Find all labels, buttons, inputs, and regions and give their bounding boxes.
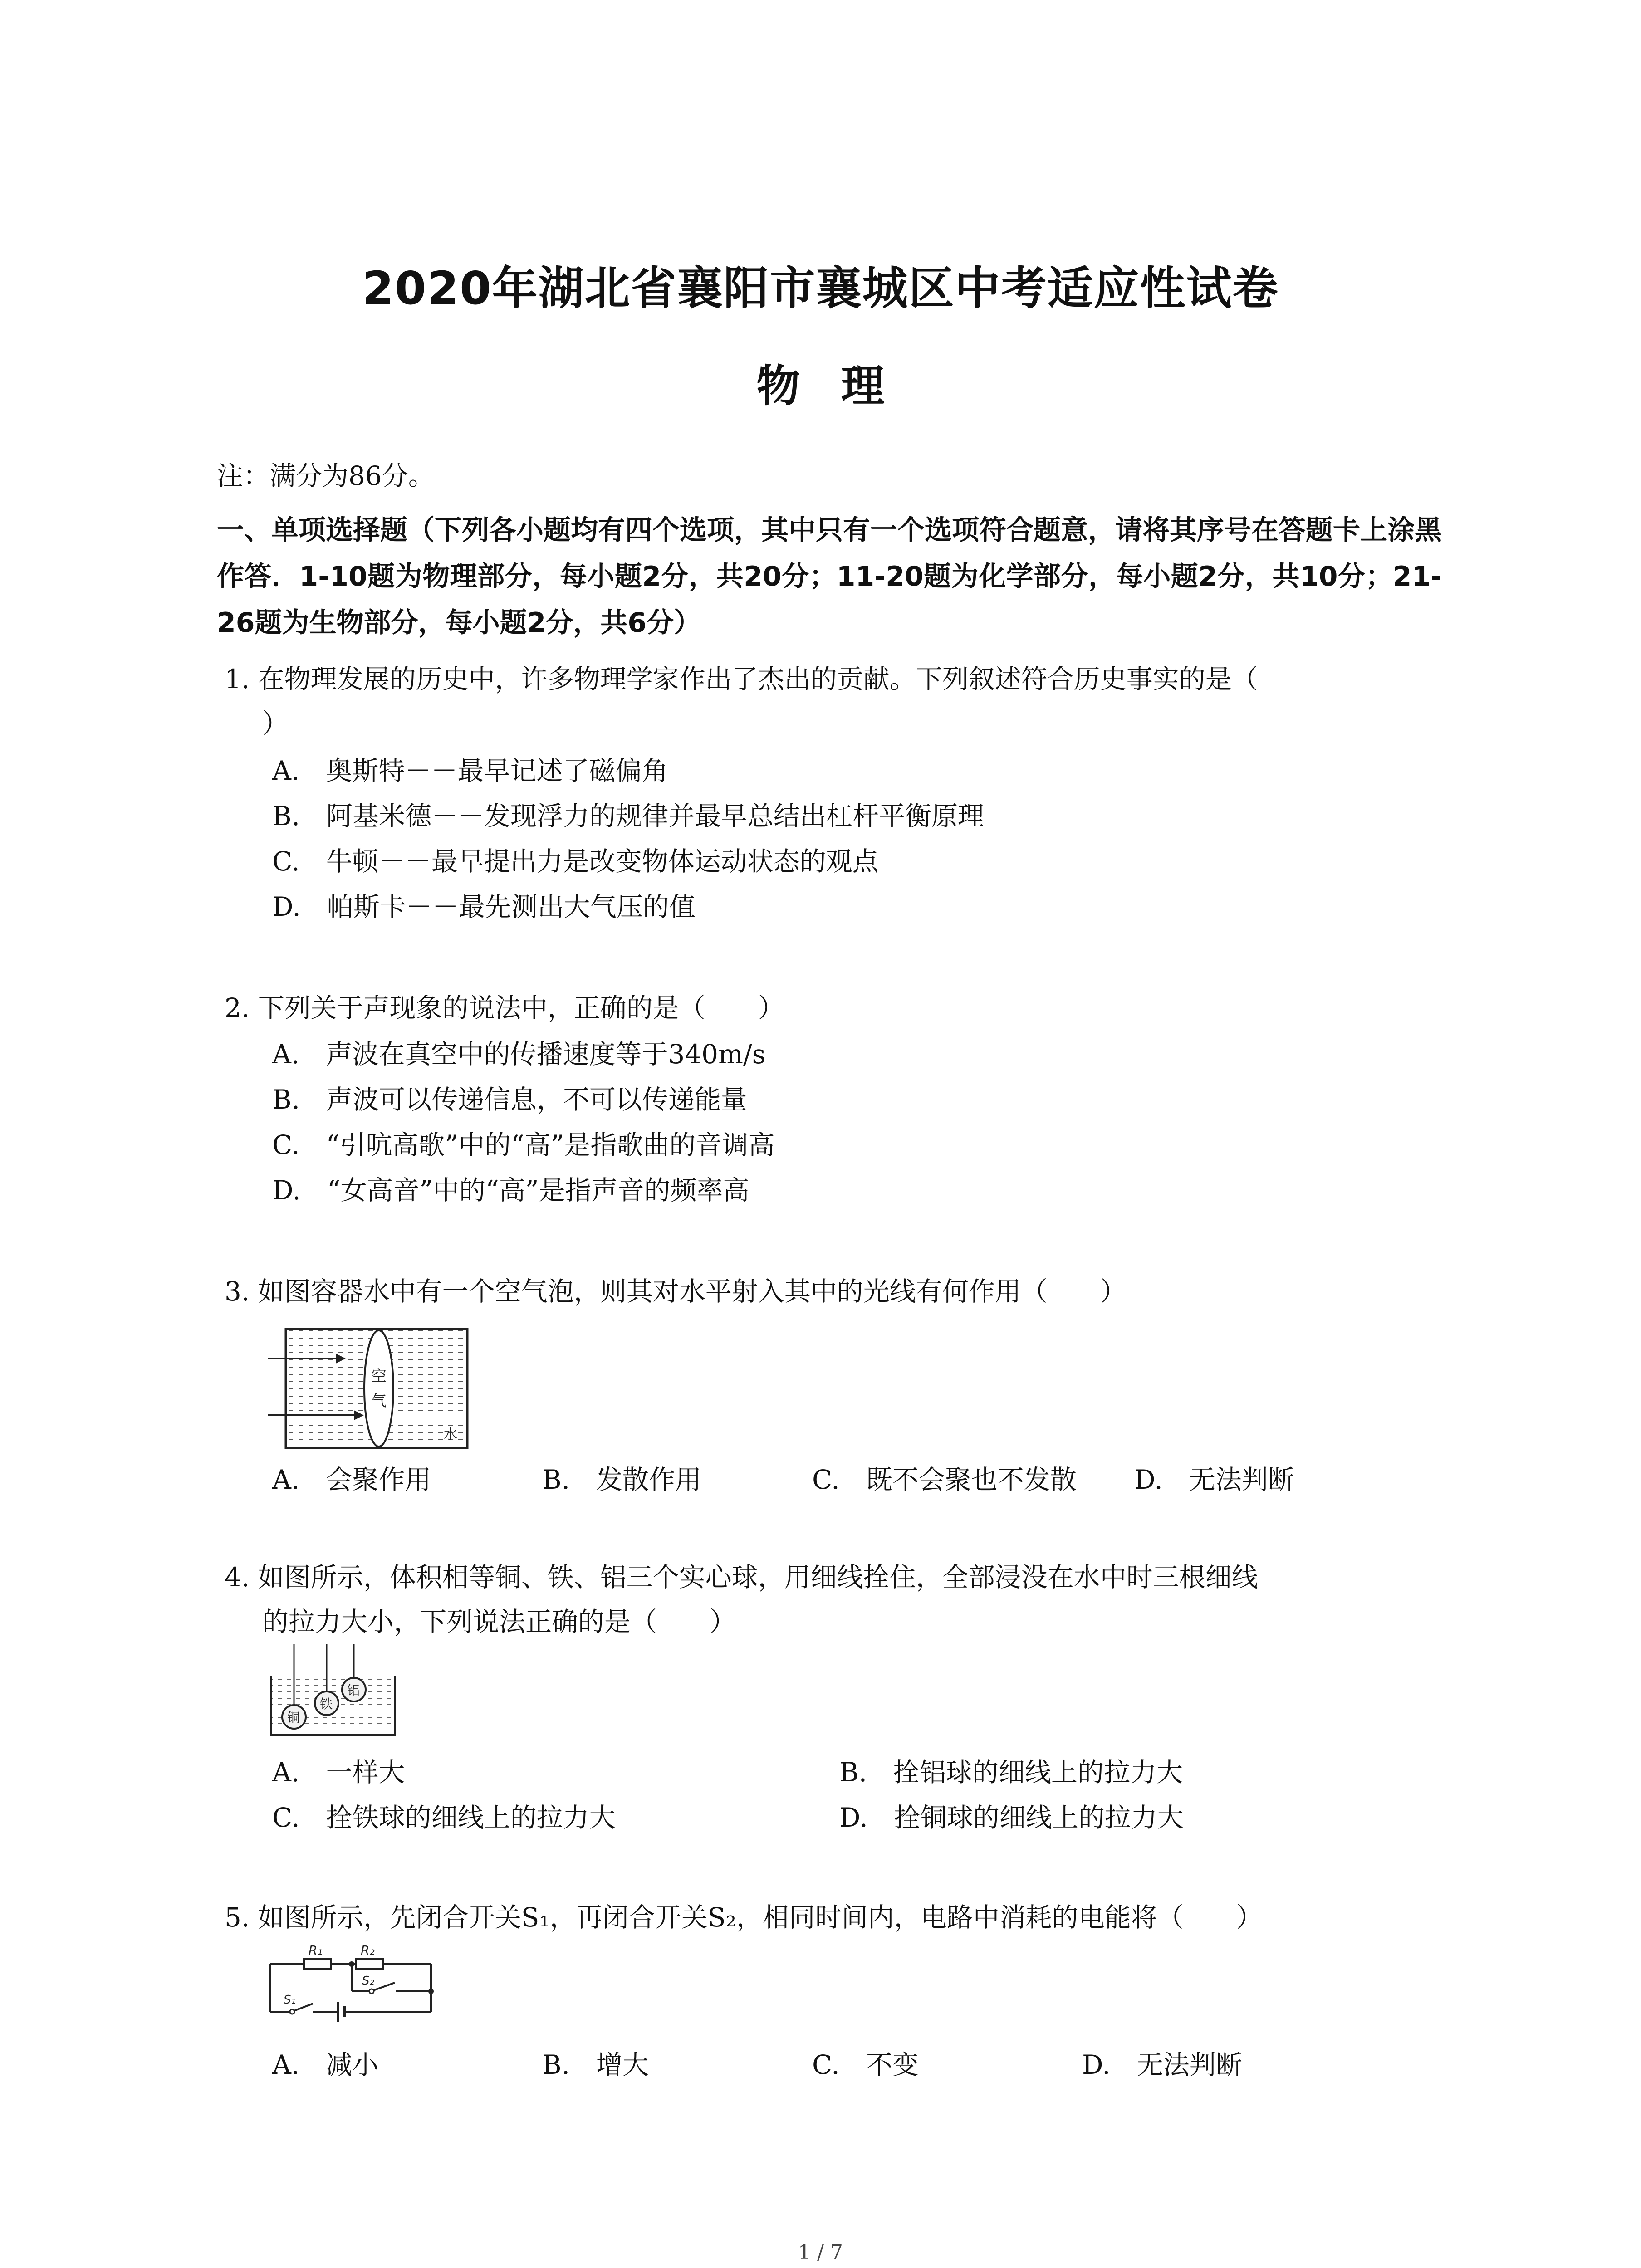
q3-option-a: A. 会聚作用 [272,1464,431,1495]
q3-label-air-2: 气 [371,1392,387,1410]
q2-option-b: B. 声波可以传递信息，不可以传递能量 [272,1084,748,1115]
q5-label-r1: R₁ [309,1943,323,1958]
q4-metal-balls-figure [268,1644,399,1740]
q5-option-d: D. 无法判断 [1082,2049,1242,2080]
q3-label-air-1: 空 [371,1367,387,1385]
q4-label-aluminum: 铝 [347,1683,360,1698]
score-note: 注：满分为86分。 [217,460,435,491]
section-instructions: 一、单项选择题（下列各小题均有四个选项，其中只有一个选项符合题意，请将其序号在答题卡上涂黑作答．1-10题为物理部分，每小题2分，共20分；11-20题为化学部分，每小题2分，共10分；21-26题为生物部分，每小题2分，共6分） [217,514,1442,639]
page-number: 1 / 7 [798,2241,843,2264]
q1-stem-line1: 1. 在物理发展的历史中，许多物理学家作出了杰出的贡献。下列叙述符合历史事实的是（ [225,664,1258,694]
q2-stem: 2. 下列关于声现象的说法中，正确的是（ ） [225,992,784,1023]
q1-stem-line2: ） [262,708,289,739]
q1-option-d: D. 帕斯卡－－最先测出大气压的值 [272,891,696,922]
q5-label-s1: S₁ [284,1993,296,2007]
q4-option-c: C. 拴铁球的细线上的拉力大 [272,1802,616,1833]
q5-option-b: B. 增大 [542,2049,649,2080]
q1-option-c: C. 牛顿－－最早提出力是改变物体运动状态的观点 [272,846,879,877]
q1-option-b: B. 阿基米德－－发现浮力的规律并最早总结出杠杆平衡原理 [272,801,985,831]
q2-option-c: C. “引吭高歌”中的“高”是指歌曲的音调高 [272,1129,775,1160]
q4-option-d: D. 拴铜球的细线上的拉力大 [839,1802,1184,1833]
q3-air-bubble-figure [268,1320,476,1456]
q4-option-a: A. 一样大 [272,1757,405,1788]
q5-circuit-figure [263,1939,445,2025]
q4-stem-line1: 4. 如图所示，体积相等铜、铁、铝三个实心球，用细线拴住，全部浸没在水中时三根细线 [225,1562,1258,1593]
subject-title: 物理 [756,361,926,411]
q5-option-a: A. 减小 [272,2049,379,2080]
q3-label-water: 水 [444,1427,457,1442]
q3-option-b: B. 发散作用 [542,1464,702,1495]
q5-label-r2: R₂ [361,1943,375,1958]
q3-stem: 3. 如图容器水中有一个空气泡，则其对水平射入其中的光线有何作用（ ） [225,1276,1127,1307]
q2-option-d: D. “女高音”中的“高”是指声音的频率高 [272,1175,749,1206]
q4-label-iron: 铁 [320,1696,333,1711]
q5-option-c: C. 不变 [812,2049,919,2080]
exam-title: 2020年湖北省襄阳市襄城区中考适应性试卷 [362,262,1279,315]
q5-label-s2: S₂ [362,1974,374,1988]
q2-option-a: A. 声波在真空中的传播速度等于340m/s [272,1039,766,1070]
q4-option-b: B. 拴铝球的细线上的拉力大 [839,1757,1183,1788]
q3-option-d: D. 无法判断 [1134,1464,1294,1495]
q5-stem: 5. 如图所示，先闭合开关S₁，再闭合开关S₂，相同时间内，电路中消耗的电能将（ ） [225,1902,1263,1933]
q3-option-c: C. 既不会聚也不发散 [812,1464,1077,1495]
q1-option-a: A. 奥斯特－－最早记述了磁偏角 [272,755,668,786]
q4-label-copper: 铜 [287,1710,300,1725]
q4-stem-line2: 的拉力大小，下列说法正确的是（ ） [262,1606,736,1637]
